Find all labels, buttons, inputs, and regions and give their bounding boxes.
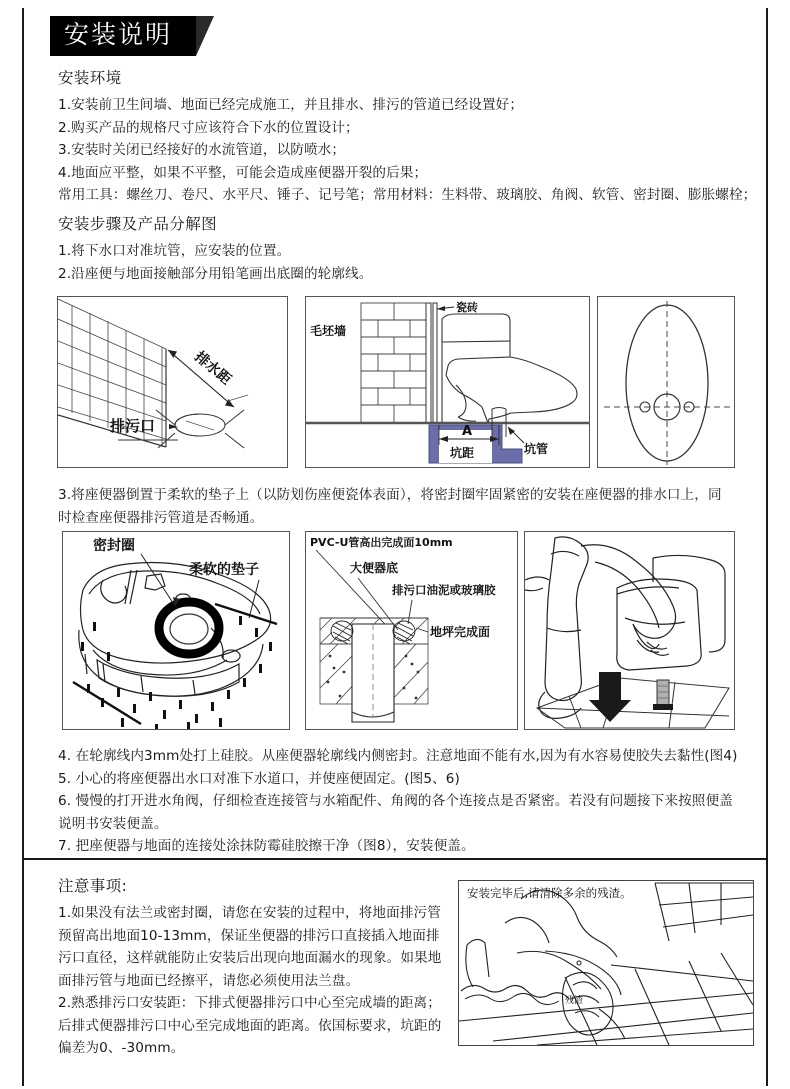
environment-line-1: 1.安装前卫生间墙、地面已经完成施工，并且排水、排污的管道已经设置好； (58, 97, 524, 113)
environment-tools-line: 常用工具：螺丝刀、卷尺、水平尺、锤子、记号笔；常用材料：生料带、玻璃胶、角阀、软管、密封圈、膨胀螺栓； (58, 187, 757, 203)
figure-4-seal-ring (62, 531, 290, 730)
step-line-5: 5. 小心的将座便器出水口对准下水道口，并使座便固定。(图5、6) (58, 770, 460, 787)
figure-1-drain-layout (57, 296, 288, 468)
figure-5-drawing (306, 532, 518, 730)
figure-2-label-pit-pipe: 坑管 (524, 442, 549, 456)
figure-8-drawing (459, 881, 753, 1045)
figure-4-label-seal-ring: 密封圈 (93, 538, 135, 554)
note-line-2: 预留高出地面10-13mm，保证坐便器的排污口直接插入地面排 (58, 927, 440, 944)
figure-2-label-tile: 瓷砖 (456, 301, 478, 314)
figure-1-drawing (58, 297, 288, 468)
step-line-6: 6. 慢慢的打开进水角阀，仔细检查连接管与水箱配件、角阀的各个连接点是否紧密。若没有问题接下来按照便盖 (58, 793, 733, 809)
figure-5-label-pvc-pipe: PVC-U管高出完成面10mm (310, 536, 453, 549)
step-3-line-1: 3.将座便器倒置于柔软的垫子上（以防划伤座便瓷体表面），将密封圈牢固紧密的安装在座便器的排水口上，同 (58, 487, 722, 503)
environment-line-4: 4.地面应平整，如果不平整，可能会造成座便器开裂的后果； (58, 164, 428, 181)
figure-8-caption: 安装完毕后,请清除多余的残渣。 (467, 886, 632, 900)
section-heading-environment: 安装环境 (58, 69, 122, 87)
figure-4-drawing (63, 532, 290, 730)
step-line-1: 1.将下水口对准坑管，应安装的位置。 (58, 243, 291, 259)
notes-list (58, 902, 441, 1060)
figure-5-label-floor-finish: 地坪完成面 (430, 625, 491, 639)
step-line-4: 4. 在轮廓线内3mm处打上硅胶。从座便器轮廓线内侧密封。注意地面不能有水,因为有水容易使胶失去黏性(图4) (58, 748, 738, 764)
figure-8-residue-cleanup (458, 880, 754, 1046)
step-3-paragraph (58, 484, 722, 529)
figure-6-drawing (525, 532, 735, 730)
figure-3-base-outline (597, 296, 735, 468)
page-right-rule (766, 8, 768, 1086)
environment-line-3: 3.安装时关闭已经接好的水流管道，以防喷水； (58, 142, 346, 158)
note-line-4: 面排污管与地面已经擦平，请您必须使用法兰盘。 (58, 972, 360, 989)
note-line-7: 偏差为0、-30mm。 (58, 1040, 185, 1056)
note-line-5: 2.熟悉排污口安装距：下排式便器排污口中心至完成墙的距离； (58, 995, 441, 1011)
steps-list-top (58, 240, 372, 285)
step-line-6-cont: 说明书安装便盖。 (58, 815, 168, 832)
section-heading-steps: 安装步骤及产品分解图 (58, 215, 218, 233)
figure-3-drawing (598, 297, 735, 468)
figure-5-label-toilet-base: 大便器底 (350, 561, 399, 575)
section-divider-rule (22, 858, 768, 860)
page-title: 安装说明 (50, 16, 196, 56)
figure-2-label-dim-a: A (462, 424, 473, 439)
section-heading-notes: 注意事项: (58, 877, 128, 895)
note-line-1: 1.如果没有法兰或密封圈，请您在安装的过程中，将地面排污管 (58, 905, 441, 921)
figure-1-label-sewer-outlet: 排污口 (110, 417, 156, 435)
figure-1-label-drain-distance: 排水距 (191, 348, 234, 389)
figure-5-label-putty-glue: 排污口油泥或玻璃胶 (392, 583, 496, 597)
environment-list (58, 94, 756, 207)
header-banner (50, 16, 196, 56)
figure-2-drawing (306, 297, 590, 468)
environment-line-2: 2.购买产品的规格尺寸应该符合下水的位置设计； (58, 119, 359, 136)
figure-4-label-soft-pad: 柔软的垫子 (189, 562, 259, 578)
note-line-3: 污口直径，这样就能防止安装后出现向地面漏水的现象。如果地 (58, 950, 442, 966)
steps-list-bottom (58, 745, 738, 858)
figure-2-label-pit-distance: 坑距 (450, 446, 475, 460)
page-left-rule (22, 8, 24, 1086)
step-3-line-2: 时检查座便器排污管道是否畅通。 (58, 509, 264, 526)
step-line-2: 2.沿座便与地面接触部分用铅笔画出底圈的轮廓线。 (58, 265, 373, 282)
figure-8-label-residue: 残渣 (565, 996, 584, 1006)
figure-6-seat-toilet (524, 531, 735, 730)
figure-2-pit-distance (305, 296, 590, 468)
note-line-6: 后排式便器排污口中心至完成地面的距离。依国标要求，坑距的 (58, 1017, 442, 1034)
figure-2-label-rough-wall: 毛坯墙 (310, 324, 347, 338)
step-line-7: 7. 把座便器与地面的连接处涂抹防霉硅胶擦干净（图8），安装便盖。 (58, 838, 475, 854)
figure-5-drain-section (305, 531, 518, 730)
banner-tail-decoration (196, 16, 214, 56)
